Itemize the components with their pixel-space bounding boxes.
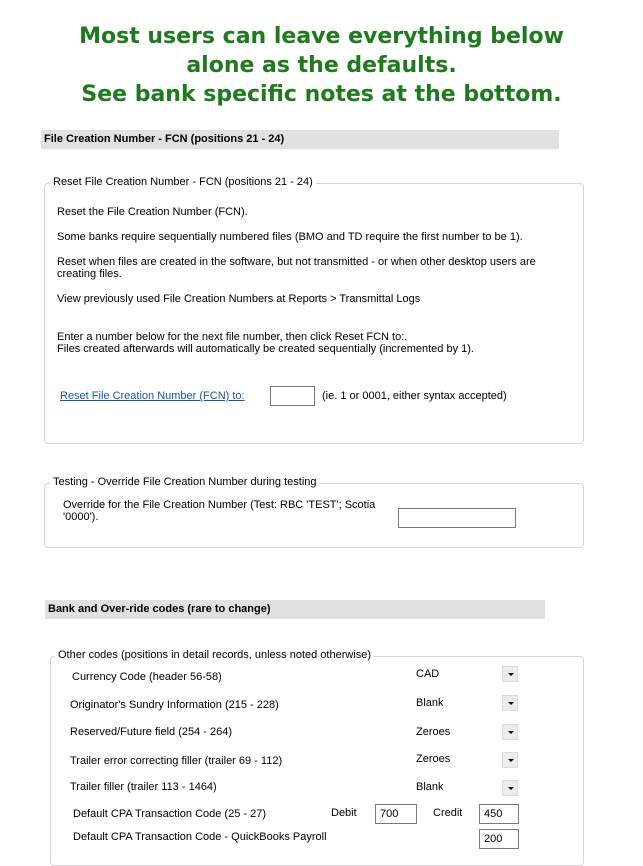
reset-fcn-text-3b: creating files. (57, 268, 122, 280)
debit-label: Debit (331, 807, 357, 819)
debit-code-input[interactable] (375, 804, 417, 824)
reserved-field-select[interactable]: Zeroes (416, 726, 451, 738)
chevron-down-icon (508, 673, 514, 676)
credit-code-input[interactable] (479, 804, 519, 824)
trailer-error-filler-label: Trailer error correcting filler (trailer 69 - 112) (70, 755, 283, 767)
chevron-down-icon (508, 759, 514, 762)
reset-fcn-text-5b: Files created afterwards will automatically be created sequentially (incremented by 1). (57, 343, 474, 355)
testing-override-label-1: Override for the File Creation Number (Test: RBC 'TEST'; Scotia (63, 499, 376, 511)
reserved-field-dropdown-button[interactable] (502, 724, 518, 740)
payroll-cpa-code-input[interactable] (479, 829, 519, 849)
trailer-error-filler-dropdown-button[interactable] (502, 752, 518, 768)
other-codes-legend: Other codes (positions in detail records, unless noted otherwise) (55, 649, 374, 661)
reset-fcn-text-2: Some banks require sequentially numbered files (BMO and TD require the first number to be 1). (57, 231, 523, 243)
trailer-error-filler-select[interactable]: Zeroes (416, 753, 451, 765)
credit-label: Credit (433, 807, 463, 819)
testing-override-input[interactable] (398, 508, 516, 528)
reset-fcn-text-5a: Enter a number below for the next file number, then click Reset FCN to:. (57, 331, 408, 343)
trailer-filler-dropdown-button[interactable] (502, 780, 518, 796)
reset-fcn-hint: (ie. 1 or 0001, either syntax accepted) (322, 390, 507, 402)
reserved-field-label: Reserved/Future field (254 - 264) (70, 726, 233, 738)
sundry-info-select[interactable]: Blank (416, 697, 444, 709)
banner-line-1: Most users can leave everything below (79, 24, 564, 49)
currency-code-dropdown-button[interactable] (502, 666, 518, 682)
bank-section-header: Bank and Over-ride codes (rare to change) (45, 600, 545, 619)
banner-line-2: alone as the defaults. (186, 53, 457, 78)
reset-fcn-input[interactable] (270, 386, 315, 406)
currency-code-select[interactable]: CAD (416, 668, 440, 680)
sundry-info-dropdown-button[interactable] (502, 695, 518, 711)
testing-override-legend: Testing - Override File Creation Number during testing (50, 476, 320, 488)
defaults-banner (0, 22, 643, 109)
reset-fcn-link[interactable]: Reset File Creation Number (FCN) to: (60, 390, 245, 402)
payroll-cpa-code-label: Default CPA Transaction Code - QuickBooks Payroll (73, 831, 327, 843)
trailer-filler-label: Trailer filler (trailer 113 - 1464) (70, 781, 217, 793)
chevron-down-icon (508, 787, 514, 790)
chevron-down-icon (508, 702, 514, 705)
sundry-info-label: Originator's Sundry Information (215 - 228) (70, 699, 279, 711)
trailer-filler-select[interactable]: Blank (416, 781, 444, 793)
currency-code-label: Currency Code (header 56-58) (72, 671, 222, 683)
reset-fcn-text-1: Reset the File Creation Number (FCN). (57, 206, 248, 218)
cpa-code-label: Default CPA Transaction Code (25 - 27) (73, 808, 267, 820)
reset-fcn-text-3a: Reset when files are created in the software, but not transmitted - or when other desktop users are (57, 256, 536, 268)
reset-fcn-text-4: View previously used File Creation Numbers at Reports > Transmittal Logs (57, 293, 421, 305)
chevron-down-icon (508, 731, 514, 734)
testing-override-label-2: '0000'). (63, 511, 99, 523)
reset-fcn-legend: Reset File Creation Number - FCN (positions 21 - 24) (50, 176, 316, 188)
fcn-section-header: File Creation Number - FCN (positions 21 - 24) (41, 130, 559, 149)
banner-line-3: See bank specific notes at the bottom. (81, 82, 562, 107)
